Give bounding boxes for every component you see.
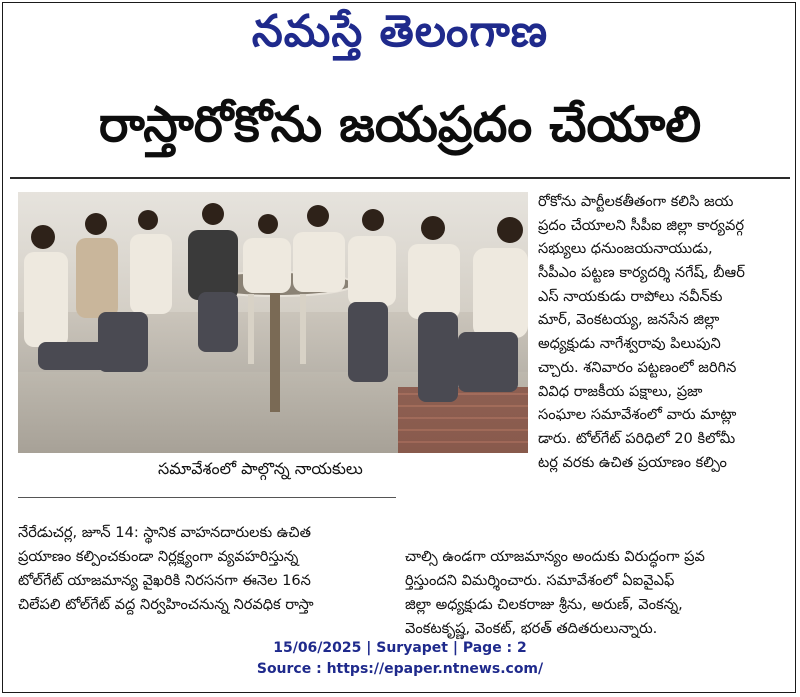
article-bottom-column bbox=[405, 545, 787, 641]
article-line: ప్రయాణం కల్పించకుండా నిర్లక్ష్యంగా వ్యవహరిస్తున్న bbox=[18, 548, 299, 565]
article-left-column bbox=[18, 521, 398, 617]
footer-date-line bbox=[0, 640, 800, 656]
article-right-column bbox=[538, 190, 778, 474]
article-line: వివిధ రాజకీయ పక్షాలు, ప్రజా bbox=[538, 382, 703, 400]
article-line: ఎస్ నాయకుడు రాపోలు నవీన్‌కు bbox=[538, 287, 723, 305]
article-line: చ్చారు. శనివారం పట్టణంలో జరిగిన bbox=[538, 358, 737, 376]
footer-source-link[interactable]: Source : https://epaper.ntnews.com/ bbox=[256, 661, 544, 677]
article-line: టోల్‌గేట్ యాజమాన్య వైఖరికి నిరసనగా ఈనెల 16న bbox=[18, 572, 311, 589]
article-line: చిలేపలి టోల్‌గేట్ వద్ద నిర్వహించనున్న నిరవధిక రాస్తా bbox=[18, 596, 314, 613]
headline-rule bbox=[10, 177, 790, 179]
article-line: సంఘాల సమావేశంలో వారు మాట్లా bbox=[538, 406, 737, 424]
article-line: వెంకటకృష్ణ, వెంకట్, భరత్ తదితరులున్నారు. bbox=[405, 620, 658, 637]
article-line: ర్తిస్తుందని విమర్శించారు. సమావేశంలో ఏఐవైఎఫ్ bbox=[405, 572, 675, 589]
article-line: మార్, వెంకటయ్య, జనసేన జిల్లా bbox=[538, 311, 720, 329]
article-line: టర్ల వరకు ఉచిత ప్రయాణం కల్పిం bbox=[538, 453, 727, 471]
article-line: సభ్యులు ధనుంజయనాయుడు, bbox=[538, 240, 713, 258]
article-line: ప్రదం చేయాలని సీపీఐ జిల్లా కార్యవర్గ bbox=[538, 216, 744, 234]
article-line: డారు. టోల్‌గేట్ పరిధిలో 20 కిలోమీ bbox=[538, 429, 736, 447]
article-line: చాల్సి ఉండగా యాజమాన్యం అందుకు విరుద్ధంగా ప్రవ bbox=[405, 548, 705, 565]
footer-source-line bbox=[0, 661, 800, 677]
news-photo bbox=[18, 192, 528, 453]
headline: రాస్తారోకోను జయప్రదం చేయాలి bbox=[98, 96, 702, 153]
article-line: అధ్యక్షుడు నాగేశ్వరావు పిలుపుని bbox=[538, 335, 721, 353]
photo-people bbox=[18, 192, 528, 453]
article-line: సీపీఎం పట్టణ కార్యదర్శి నగేష్, బీఆర్ bbox=[538, 264, 745, 282]
photo-caption: సమావేశంలో పాల్గొన్న నాయకులు bbox=[158, 459, 363, 478]
masthead-logo: నమస్తే తెలంగాణ bbox=[251, 6, 549, 57]
article-line: జిల్లా అధ్యక్షుడు చిలకరాజు శ్రీను, అరుణ్, వెంకన్న, bbox=[405, 596, 683, 613]
article-line: రోకోను పార్టీలకతీతంగా కలిసి జయ bbox=[538, 193, 734, 210]
article-line: నేరేడుచర్ల, జూన్ 14: స్థానిక వాహనదారులకు ఉచిత bbox=[18, 524, 311, 541]
caption-rule bbox=[18, 497, 396, 498]
footer-issue-info: 15/06/2025 | Suryapet | Page : 2 bbox=[273, 640, 527, 656]
